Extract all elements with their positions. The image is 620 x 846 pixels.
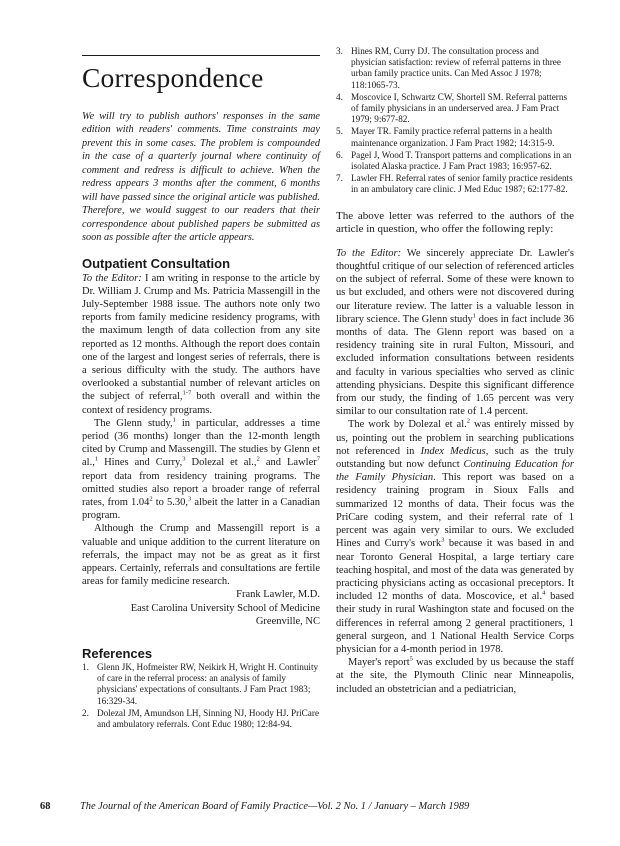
reply-paragraph-2: The work by Dolezal et al.$^2$ was entirely missed by us, pointing out the problem in searching publications not referenced in Index Medicus, such as the truly outstanding but now defunct Continuing Education for the Family Physician. This report was based on a residency training program in Sioux Falls and summarized 12 months of data. Their focus was the PriCare coding system, and their referral rate of 1 percent was again very similar to ours. We excluded Hines and Curry's work$^3$ because it was based in and near Toronto General Hospital, a large tertiary care teaching hospital, and most of the data was generated by practicing physicians acting as occasional preceptors. It included 12 months of data. Moscovice, et al.$^4$ based their study in rural Washington state and focused on the differences in referral among 2 general practitioners, 1 general surgeon, and 1 National Health Service Corps physician for a 4-month period in 1978. [336, 417, 574, 655]
title-rule [82, 55, 320, 56]
citation: 1 [172, 416, 176, 424]
referral-note: The above letter was referred to the authors of the article in question, who offer the following reply: [336, 209, 574, 236]
citation: 3 [441, 536, 445, 544]
reference-item: 1. Glenn JK, Hofmeister RW, Neikirk H, Wright H. Continuity of care in the referral process: an analysis of family physicians' expectations of consultants. J Fam Pract 1983; 16:329-34. [82, 662, 319, 706]
page-footer [40, 800, 580, 813]
citation: 1-7 [182, 389, 192, 397]
citation: 5 [409, 655, 413, 663]
reply-paragraph-1: To the Editor: We sincerely appreciate Dr. Lawler's thoughtful critique of our selection of referenced articles on the subject of referral. Some of these were known to us but excluded, and others were not discovered during our literature review. The latter is a valuable lesson in library science. The Glenn study$^1$ does in fact include 36 months of data. The Glenn report was based on a residency training site in rural Fulton, Missouri, and excluded information consultations between residents and faculty in various specialties who served as clinic attending physicians. Despite this significant difference from our study, the finding of 1.65 percent was very similar to our consultation rate of 1.4 percent. [336, 247, 574, 418]
reference-item: 7. Lawler FH. Referral rates of senior family practice residents in an ambulatory care clinic. J Med Educ 1987; 62:177-82. [336, 173, 573, 195]
reference-item: 5. Mayer TR. Family practice referral patterns in a health maintenance organization. J Fam Pract 1982; 14:315-9. [336, 126, 555, 148]
emphasis: Index Medicus [420, 445, 486, 457]
reply-paragraph-3: Mayer's report$^5$ was excluded by us because the staff at the site, the Plymouth Clinic near Minneapolis, included an obstetrician and a pediatrician, [336, 655, 574, 695]
reference-item: 6. Pagel J, Wood T. Transport patterns and complications in an isolated Alaska practice. J Fam Pract 1983; 16:957-62. [336, 149, 572, 172]
citation: 3 [188, 495, 192, 503]
page-number: 68 [40, 801, 51, 812]
signature-location: Greenville, NC [255, 615, 320, 627]
reference-item: 4. Moscovice I, Schwartz CW, Shortell SM. Referral patterns of family physicians in an underserved area. J Fam Pract 1979; 9:677-82. [336, 91, 568, 125]
letter-paragraph-2: The Glenn study,$^1$ in particular, addresses a time period (36 months) longer than the 12-month length cited by Crump and Massengill. The studies by Glenn et al.,$^1$ Hines and Curry,$^3$ Dolezal et al.,$^2$ and Lawler$^7$ report data from residency training programs. The omitted studies also report a broader range of referral rates, from 1.04$^2$ to 5.30,$^3$ albeit the latter in a Canadian program. [82, 416, 321, 522]
citation: 2 [256, 455, 260, 463]
references-list-left [82, 662, 320, 730]
signature-author: Frank Lawler, M.D. [236, 589, 320, 601]
citation: 1 [472, 312, 477, 320]
references-heading: References [82, 646, 153, 662]
letter-signature [82, 588, 320, 628]
letter-paragraph-1: To the Editor: I am writing in response to the article by Dr. William J. Crump and Ms. Patricia Massengill in the July-September 1988 issue. The authors note only two reports from family medicine residency programs, with the maximum length of data collection from any site reported as 12 months. Although the report does contain one of the largest and longest series of referrals, there is a serious difficulty with the study. The authors have overlooked a substantial number of relevant articles on the subject of referral,$^{1-7}$ both overall and within the context of residency programs. [82, 272, 320, 416]
emphasis: Continuing Education for the Family Physician [336, 459, 574, 484]
citation: 3 [182, 455, 186, 463]
journal-citation: The Journal of the American Board of Family Practice—Vol. 2 No. 1 / January – March 1989 [80, 801, 470, 812]
citation: 7 [316, 455, 320, 463]
right-column [336, 46, 574, 696]
section-title: Correspondence [82, 62, 264, 93]
references-list-right [336, 46, 574, 196]
reply-salutation: To the Editor: [336, 247, 402, 259]
editor-note: We will try to publish authors' responses in the same edition with readers' comments. Time constraints may prevent this in some cases. The problem is compounded in the case of a quarterly journal where continuity of comment and redress is difficult to achieve. When the redress appears 3 months after the comment, 6 months will have passed since the original article was published. Therefore, we would suggest to our readers that their correspondence about published papers be submitted as soon as possible after the article appears. [82, 111, 320, 244]
signature-institution: East Carolina University School of Medicine [130, 602, 320, 614]
letter-heading: Outpatient Consultation [82, 255, 231, 271]
left-column [82, 55, 320, 731]
letter-paragraph-3: Although the Crump and Massengill report is a valuable and unique addition to the current literature on referrals, the impact may not be as great as it first appears. Certainly, referrals and consultations are fertile areas for family medicine research. [82, 523, 320, 588]
citation: 4 [542, 589, 546, 597]
citation: 1 [94, 455, 99, 463]
citation: 2 [466, 417, 470, 425]
letter-salutation: To the Editor: [82, 272, 142, 284]
reference-item: 2. Dolezal JM, Amundson LH, Sinning NJ, Hoody HJ. PriCare and ambulatory referrals. Cont Educ 1980; 12:84-94. [82, 707, 320, 730]
citation: 2 [149, 495, 153, 503]
reference-item: 3. Hines RM, Curry DJ. The consultation process and physician satisfaction: review of referral patterns in three urban family practice units. Can Med Assoc J 1978; 118:1065-73. [336, 46, 561, 90]
